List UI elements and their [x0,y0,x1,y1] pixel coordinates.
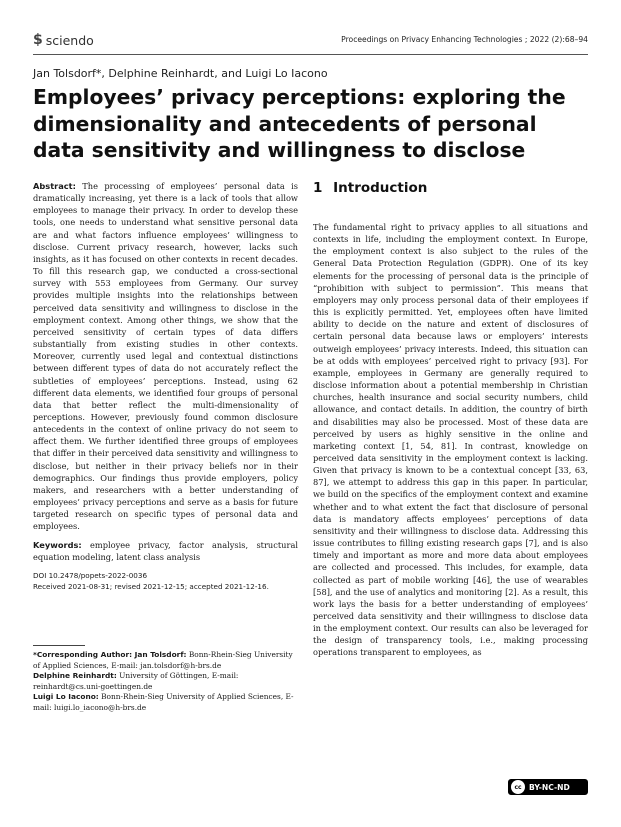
footnote-text: University of Göttingen, E-mail: reinhardt@cs.uni-goettingen.de [33,671,239,691]
right-column [313,180,588,659]
section-title: Introduction [333,180,428,196]
cc-license-badge[interactable] [508,779,588,795]
footnote-text: Bonn-Rhein-Sieg University of Applied Sciences, E-mail: luigi.lo_iacono@h-brs.de [33,692,294,712]
doi[interactable]: DOI 10.2478/popets-2022-0036 [33,570,148,580]
license-text: BY-NC-ND [529,782,570,792]
section-heading [313,180,588,196]
keywords-text: employee privacy, factor analysis, structural equation modeling, latent class analysis [33,539,298,562]
footnote-text: Bonn-Rhein-Sieg University of Applied Sciences, E-mail: jan.tolsdorf@h-brs.de [33,650,293,670]
footnote-item [33,692,298,713]
journal-reference: Proceedings on Privacy Enhancing Technologies ; 2022 (2):68–94 [341,35,588,44]
footnote-label: Delphine Reinhardt: [33,671,117,681]
header-divider [33,54,588,55]
footnote-label: *Corresponding Author: Jan Tolsdorf: [33,650,187,659]
footnote-item [33,650,298,671]
left-column [33,180,298,592]
section-number: 1 [313,180,323,196]
introduction-text: The fundamental right to privacy applies to all situations and contexts in life, including the employment context. In Europe, the employment context is also subject to the rules of the General Data Protection Regulation (GDPR). One of its key elements for the processing of personal data is the principle of “prohibition with subject to permission”. This means that employers may only process personal data of their employees if this is explicitly permitted. Yet, employees often have limited ability to decide on the nature and extent of disclosures of certain personal data because laws or employers’ interests outweigh employees’ privacy interests. Indeed, this situation can be at odds with employees’ perceived right to privacy [93]. For example, employees in Germany are generally required to disclose information about a potential membership in Christian churches, health insurance and social security numbers, child allowance, and contact details. In addition, the country of birth and disabilities may also be processed. Most of these data are perceived by users as highly sensitive in the online and marketing context [1, 54, 81]. In contrast, knowledge on perceived data sensitivity in the employment context is lacking. Given that privacy is known to be a contextual concept [33, 63, 87], we attempt to address this gap in this paper. In particular, we build on the specifics of the employment context and examine whether and to what extent the fact that disclosure of personal data is mandatory affects employees’ perceptions of data sensitivity and their willingness to disclose data. Addressing this issue contributes to filling existing research gaps [7], and is also timely and important as more and more data about employees are collected and processed. This includes, for example, data collected as part of mobile working [46], the use of wearables [58], and the use of analytics and monitoring [2]. As a result, this work lays the basis for a better understanding of employees’ perceived data sensitivity and their willingness to disclose data in the employment context. Our results can also be leveraged for the design of transparency tools, i.e., making processing operations transparent to employees, as [313,222,588,658]
keywords [33,539,298,563]
page-header [33,32,588,50]
footnote-item [33,671,298,692]
abstract-label: Abstract: [33,181,76,191]
keywords-label: Keywords: [33,539,82,550]
abstract-text: The processing of employees’ personal data is dramatically increasing, yet there is a lack of tools that allow employees to manage their privacy. In order to develop these tools, one needs to understand what sensitive personal data are and what factors influence employees’ willingness to disclose. Current privacy research, however, lacks such insights, as it has focused on other contexts in recent decades. To fill this research gap, we conducted a cross-sectional survey with 553 employees from Germany. Our survey provides multiple insights into the relationships between perceived data sensitivity and willingness to disclose in the employment context. Among other things, we show that the perceived sensitivity of certain types of data differs substantially from existing studies in other contexts. Moreover, currently used legal and contextual distinctions between different types of data do not accurately reflect the subtleties of employees’ perceptions. Instead, using 62 different data elements, we identified four groups of personal data that better reflect the multi-dimensionality of perceptions. However, previously found common disclosure antecedents in the context of online privacy do not seem to affect them. We further identified three groups of employees that differ in their perceived data sensitivity and willingness to disclose, but neither in their privacy beliefs nor in their demographics. Our findings thus provide employers, policy makers, and researchers with a better understanding of employees’ privacy perceptions and serve as a basis for future targeted research on specific types of personal data and employees. [33,181,298,532]
publisher-name: sciendo [45,32,94,48]
paper-title: Employees’ privacy perceptions: exploring the dimensionality and antecedents of personal data sensitivity and willingness to disclose [33,85,566,162]
author-footnotes [33,650,298,714]
received-dates: Received 2021-08-31; revised 2021-12-15; accepted 2021-12-16. [33,581,269,591]
footnote-label: Luigi Lo Iacono: [33,692,99,702]
footnote-divider [33,645,85,646]
publisher-logo[interactable] [33,32,94,48]
author-list: Jan Tolsdorf*, Delphine Reinhardt, and Luigi Lo Iacono [33,67,328,80]
creative-commons-icon: cc [511,780,525,794]
abstract [33,180,298,533]
sciendo-logo-icon: $ [33,32,43,48]
